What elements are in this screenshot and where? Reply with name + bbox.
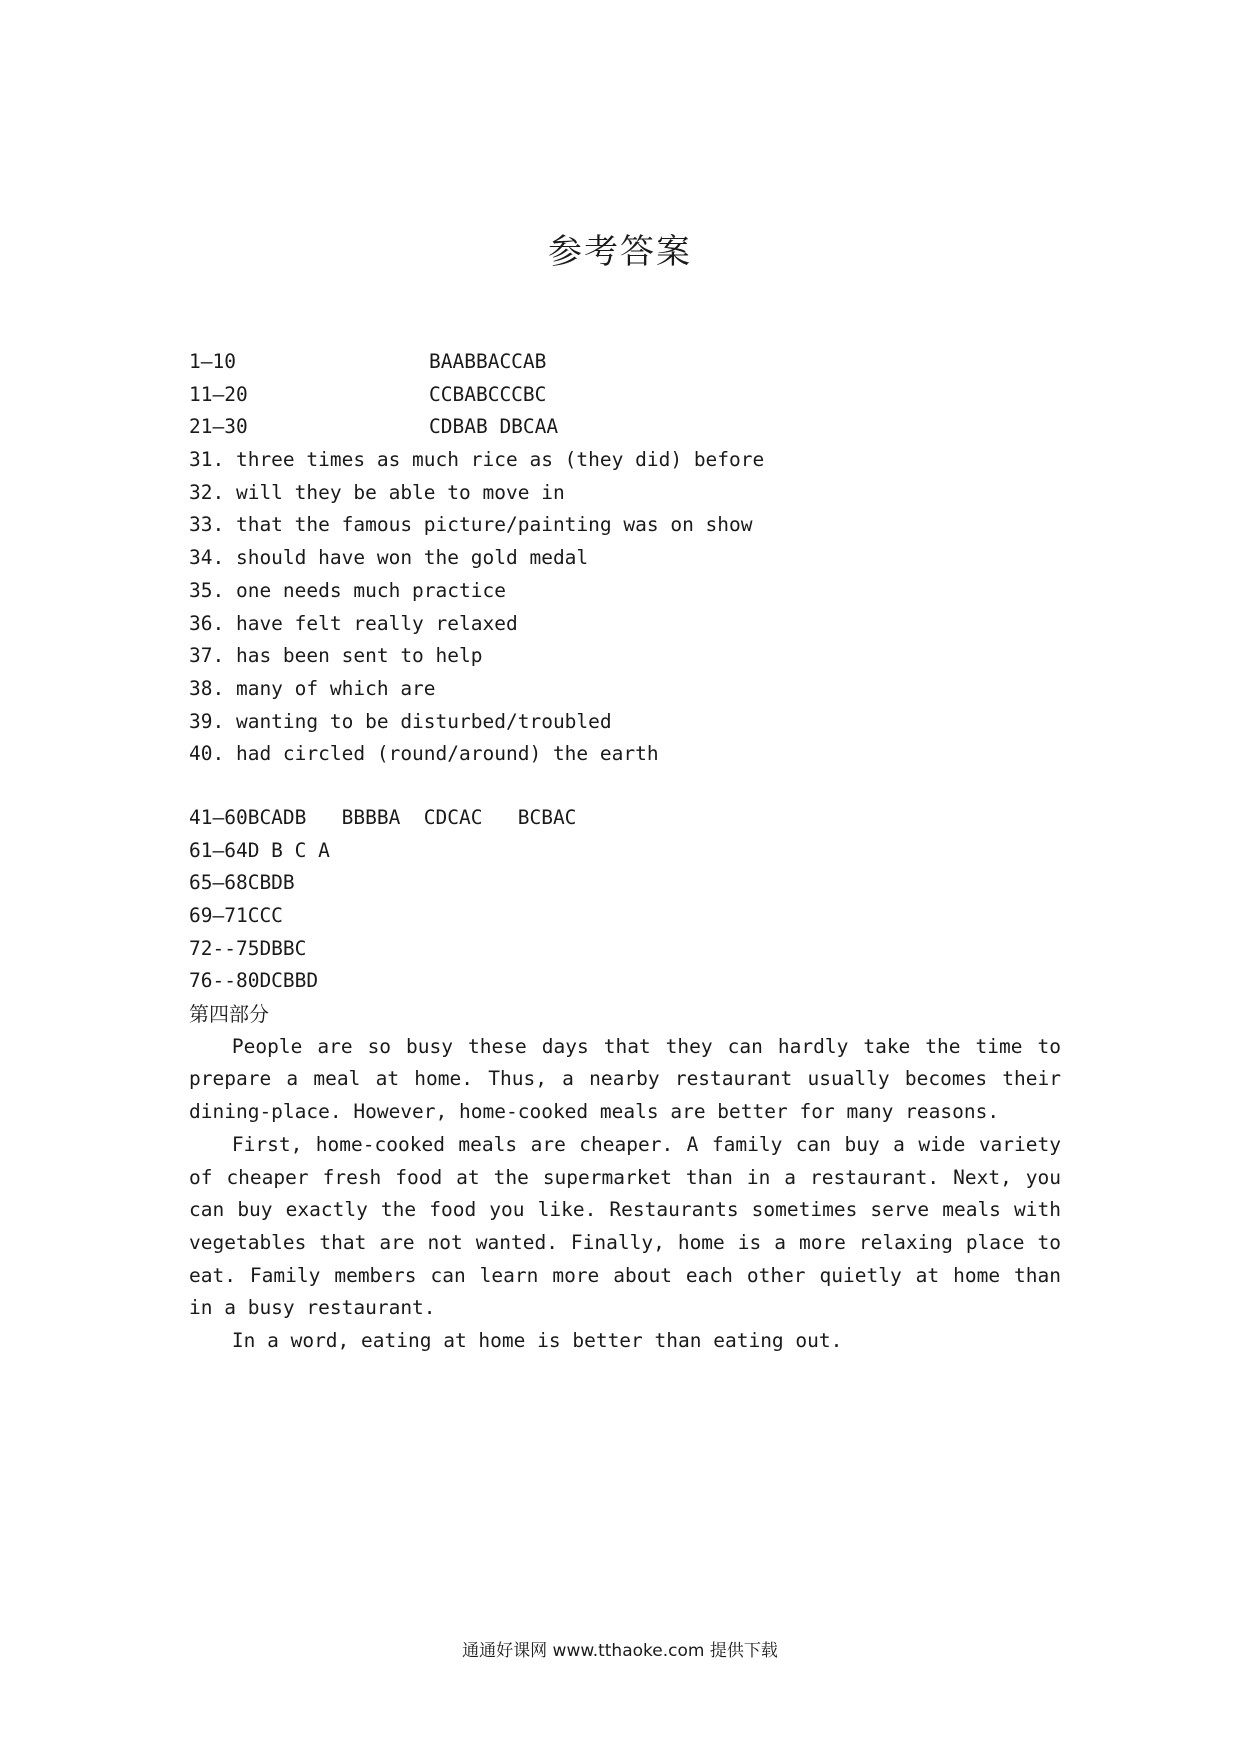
fill-answer: 32. will they be able to move in <box>189 480 565 504</box>
mc-range: 11—20 <box>189 382 248 406</box>
mc-row <box>189 379 1061 412</box>
essay-paragraph: First, home-cooked meals are cheaper. A family can buy a wide variety of cheaper fresh food at the supermarket than in a restaurant. Next, you can buy exactly the food you like. Restaurants sometimes serve meals with vegetables that are not wanted. Finally, home is a more relaxing place to eat. Family members can learn more about each other quietly at home than in a busy restaurant. <box>189 1132 1061 1320</box>
fill-answer: 39. wanting to be disturbed/troubled <box>189 709 612 733</box>
section-heading: 第四部分 <box>189 1002 269 1027</box>
answer-content <box>189 346 1061 1358</box>
mc-row <box>189 411 1061 444</box>
footer-source: 通通好课网 www.tthaoke.com 提供下载 <box>462 1641 778 1661</box>
mc-range: 1—10 <box>189 350 236 373</box>
mc-answers: CCBABCCCBC <box>429 382 547 406</box>
spacer <box>189 771 1061 802</box>
fill-answer: 40. had circled (round/around) the earth <box>189 742 659 766</box>
reading-answer: 41—60BCADB BBBBA CDCAC BCBAC <box>189 805 577 829</box>
reading-answer: 61—64D B C A <box>189 838 330 862</box>
page-title: 参考答案 <box>548 232 692 272</box>
fill-answer: 37. has been sent to help <box>189 644 483 668</box>
essay-paragraph: In a word, eating at home is better than eating out. <box>231 1329 843 1353</box>
reading-answer: 72--75DBBC <box>189 936 307 960</box>
mc-answers: BAABBACCAB <box>429 350 547 373</box>
reading-answer: 69—71CCC <box>189 904 283 927</box>
mc-row <box>189 346 1061 379</box>
fill-answer: 36. have felt really relaxed <box>189 611 518 635</box>
reading-answer: 65—68CBDB <box>189 871 295 895</box>
fill-answer: 38. many of which are <box>189 676 436 700</box>
fill-answer: 35. one needs much practice <box>189 578 506 602</box>
fill-answer: 34. should have won the gold medal <box>189 546 589 570</box>
essay-paragraph: People are so busy these days that they can hardly take the time to prepare a meal at home. Thus, a nearby restaurant usually becomes their dining-place. However, home-cooked meals are better for many reasons. <box>189 1034 1061 1124</box>
mc-range: 21—30 <box>189 415 248 439</box>
reading-answer: 76--80DCBBD <box>189 969 319 993</box>
fill-answer: 33. that the famous picture/painting was on show <box>189 513 753 537</box>
fill-answer: 31. three times as much rice as (they did) before <box>189 448 765 472</box>
mc-answers: CDBAB DBCAA <box>429 415 559 439</box>
